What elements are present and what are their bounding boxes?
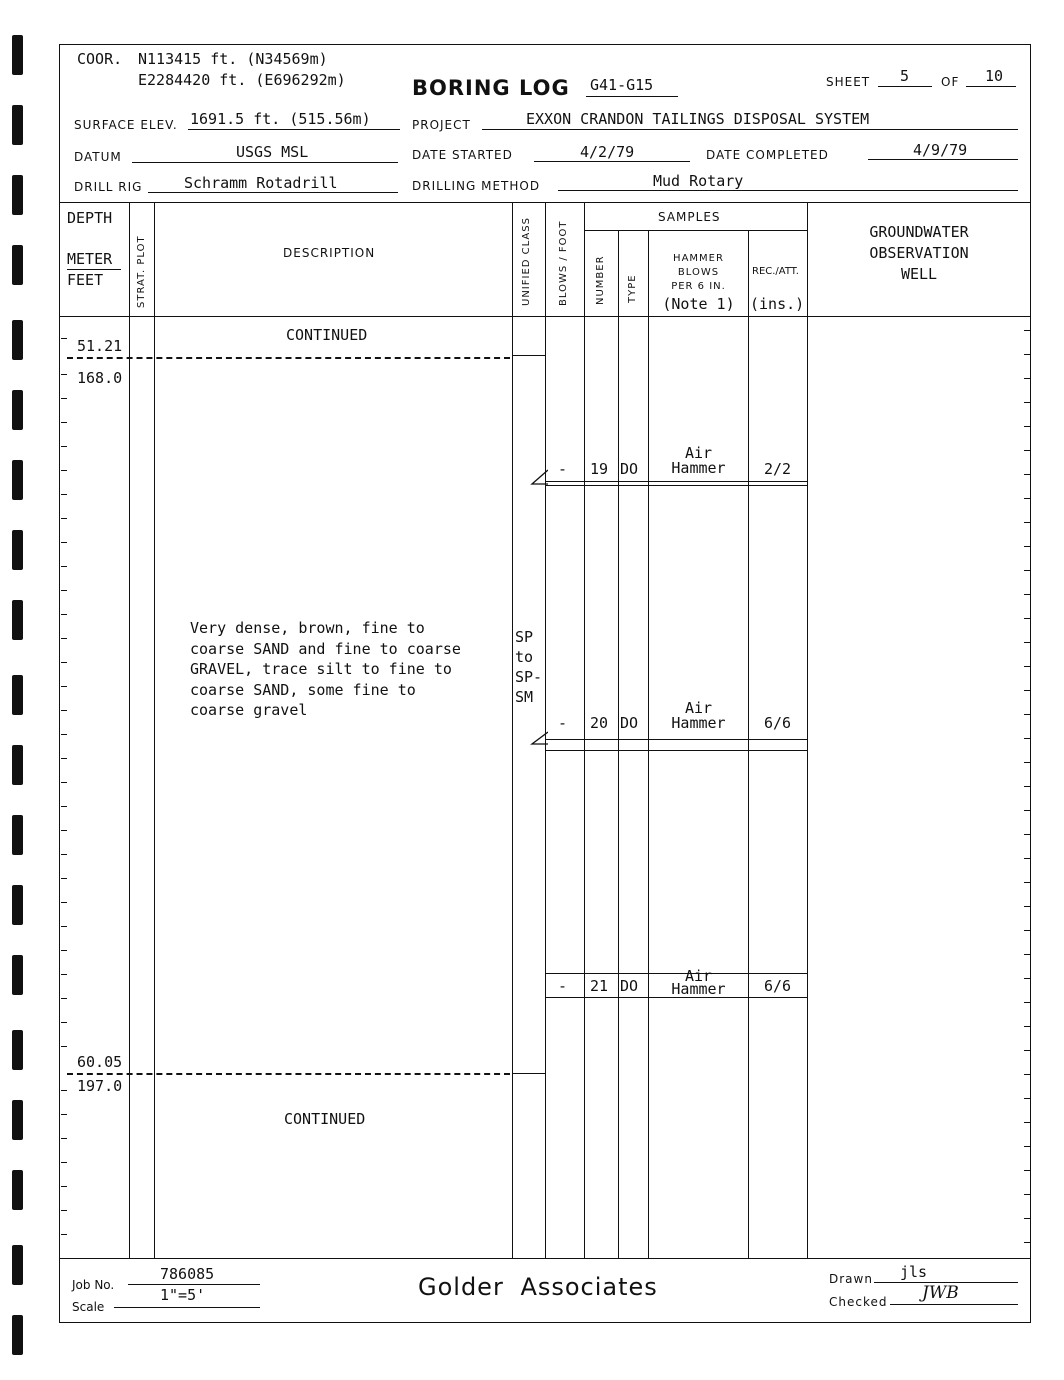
bottom-depth-meter: 60.05 — [77, 1053, 123, 1071]
scale-value: 1"=5' — [160, 1286, 206, 1304]
description-line: coarse SAND and fine to coarse — [190, 639, 461, 658]
datum-value: USGS MSL — [236, 143, 309, 161]
drilling-method-label: DRILLING METHOD — [412, 179, 541, 193]
sample-marker-icon — [526, 730, 548, 752]
top-depth-meter: 51.21 — [77, 337, 123, 355]
job-number: 786085 — [160, 1265, 215, 1283]
description-header: DESCRIPTION — [283, 246, 376, 260]
sheet-number: 5 — [900, 67, 910, 85]
top-depth-feet: 168.0 — [77, 369, 123, 387]
surface-elev-label: SURFACE ELEV. — [74, 118, 178, 132]
strat-plot-header: STRAT. PLOT — [136, 235, 147, 308]
rec-units: (ins.) — [750, 295, 805, 313]
sample-hammer: Air Hammer — [671, 444, 726, 477]
company-name: Golder Associates — [418, 1273, 658, 1301]
date-started: 4/2/79 — [580, 143, 635, 161]
type-header: TYPE — [627, 274, 638, 303]
sample-number: 20 — [590, 714, 609, 732]
continued-top: CONTINUED — [286, 326, 368, 344]
description-line: Very dense, brown, fine to — [190, 619, 425, 637]
sample-rec: 6/6 — [764, 714, 792, 732]
drawn-by: jls — [900, 1263, 928, 1281]
sample-blows: - — [558, 977, 568, 995]
sample-type: DO — [620, 714, 639, 732]
meter-header: METER — [67, 250, 113, 268]
description-line: coarse SAND, some fine to — [190, 680, 416, 699]
checked-label: Checked — [829, 1295, 888, 1309]
description-line: coarse gravel — [190, 701, 308, 719]
layer-description — [190, 618, 461, 721]
sample-number: 21 — [590, 977, 609, 995]
coor-east: E2284420 ft. (E696292m) — [138, 71, 346, 89]
sample-marker-icon — [526, 468, 548, 490]
sheet-label: SHEET — [826, 75, 871, 89]
bottom-depth-feet: 197.0 — [77, 1077, 123, 1095]
surface-elev: 1691.5 ft. (515.56m) — [190, 110, 371, 128]
samples-header: SAMPLES — [658, 210, 721, 224]
groundwater-header: GROUNDWATER OBSERVATION WELL — [869, 223, 969, 283]
sample-hammer: Air Hammer — [671, 699, 726, 732]
coor-north: N113415 ft. (N34569m) — [138, 50, 328, 68]
project-name: EXXON CRANDON TAILINGS DISPOSAL SYSTEM — [526, 110, 870, 128]
sheet-total: 10 — [985, 67, 1004, 85]
rec-att-header: REC./ATT. — [752, 266, 799, 277]
hammer-note: (Note 1) — [662, 295, 735, 313]
job-label: Job No. — [72, 1278, 115, 1292]
depth-header: DEPTH — [67, 209, 113, 227]
number-header: NUMBER — [595, 255, 606, 305]
blows-foot-header: BLOWS / FOOT — [558, 220, 569, 306]
sample-type: DO — [620, 460, 639, 478]
sample-blows: - — [558, 714, 568, 732]
project-label: PROJECT — [412, 118, 471, 132]
of-label: OF — [941, 75, 960, 89]
sample-blows: - — [558, 460, 568, 478]
date-completed-label: DATE COMPLETED — [706, 148, 829, 162]
date-started-label: DATE STARTED — [412, 148, 513, 162]
date-completed: 4/9/79 — [913, 141, 968, 159]
sample-number: 19 — [590, 460, 609, 478]
drill-rig-label: DRILL RIG — [74, 180, 143, 194]
sample-type: DO — [620, 977, 639, 995]
description-line: GRAVEL, trace silt to fine to — [190, 660, 452, 678]
unified-class-header: UNIFIED CLASS — [521, 217, 532, 306]
drawn-label: Drawn — [829, 1272, 873, 1286]
sample-hammer: Air Hammer — [671, 967, 726, 998]
sample-rec: 6/6 — [764, 977, 792, 995]
hammer-header: HAMMER BLOWS PER 6 IN. — [671, 253, 726, 292]
scale-label: Scale — [72, 1300, 105, 1314]
unified-class-value: SP to SP- SM — [515, 628, 543, 706]
checked-by: JWB — [922, 1283, 959, 1303]
continued-bottom: CONTINUED — [284, 1110, 366, 1128]
boring-id: G41-G15 — [590, 76, 654, 94]
sample-rec: 2/2 — [764, 460, 792, 478]
coor-label: COOR. — [77, 50, 123, 68]
drill-rig: Schramm Rotadrill — [184, 174, 338, 192]
drilling-method: Mud Rotary — [653, 172, 744, 190]
page-title: BORING LOG — [412, 76, 570, 100]
datum-label: DATUM — [74, 150, 122, 164]
feet-header: FEET — [67, 271, 104, 289]
